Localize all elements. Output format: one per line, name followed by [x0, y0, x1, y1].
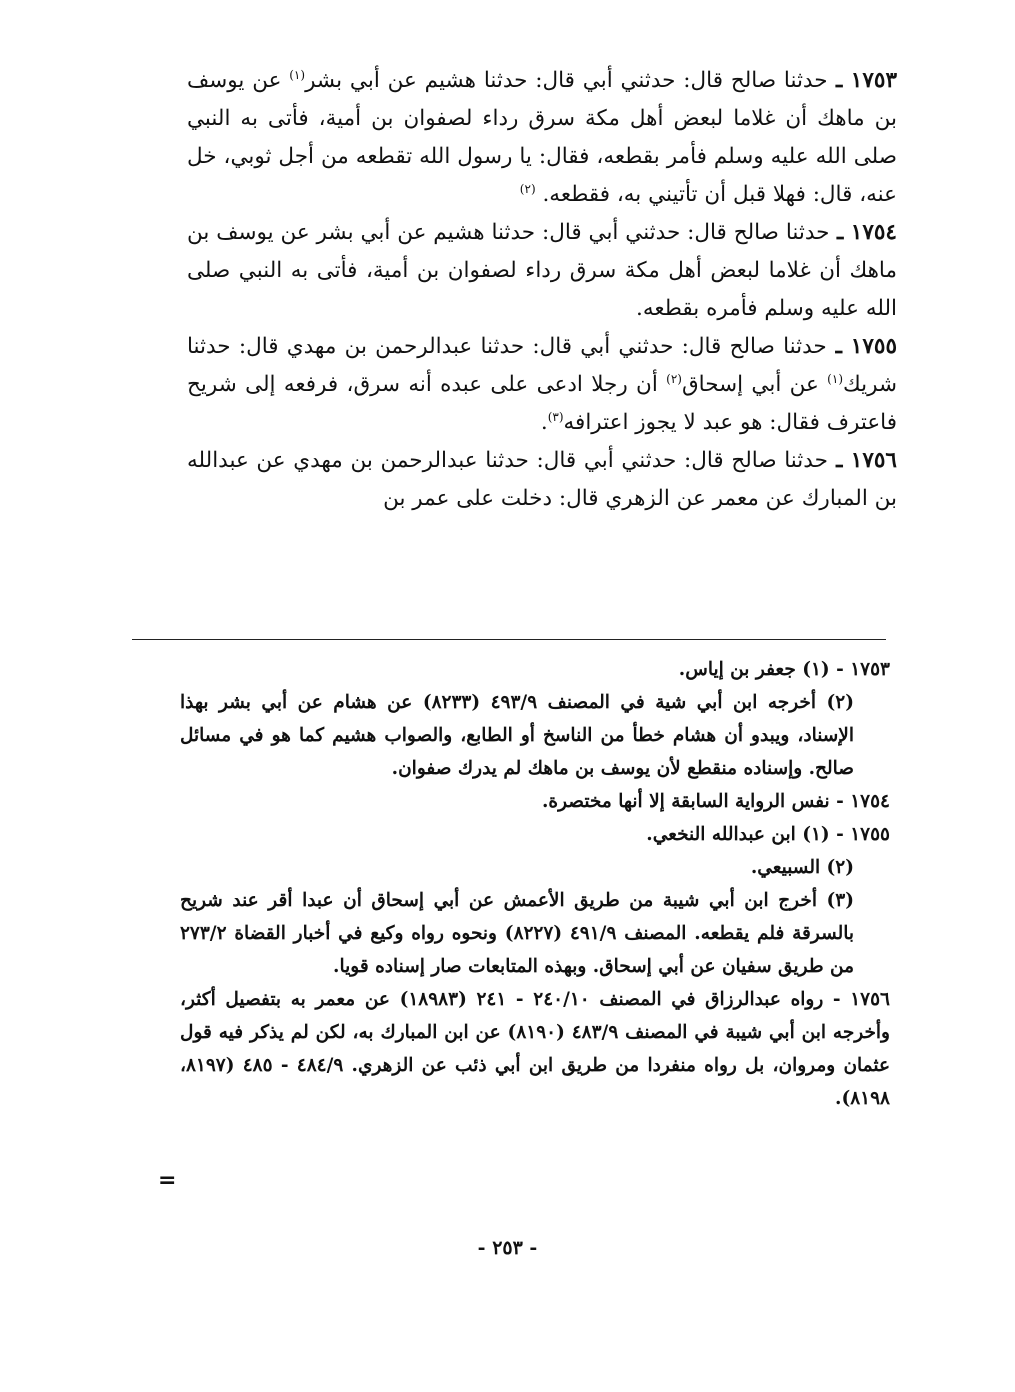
- entry-number: ١٧٥٤: [850, 220, 897, 245]
- entry-1754: ١٧٥٤ ـ حدثنا صالح قال: حدثني أبي قال: حدثنا هشيم عن أبي بشر عن يوسف بن ماهك أن غلاما لبعض أهل مكة سرق رداء لصفوان بن أمية، فأتى به النبي صلى الله عليه وسلم فأمره بقطعه.: [187, 220, 898, 321]
- footnote-1753-1: ١٧٥٣ - (١) جعفر بن إياس.: [678, 659, 890, 680]
- continuation-mark: =: [158, 1168, 177, 1193]
- entry-number: ١٧٥٥: [850, 334, 897, 359]
- entry-1755: ١٧٥٥ ـ حدثنا صالح قال: حدثني أبي قال: حدثنا عبدالرحمن بن مهدي قال: حدثنا شريك$^{(١)}$ عن أبي إسحاق$^{(٢)}$ أن رجلا ادعى على عبده أنه سرق، فرفعه إلى شريح فاعترف فقال: هو عبد لا يجوز اعترافه$^{(٣)}$.: [187, 334, 897, 435]
- entry-text: حدثنا صالح قال: حدثني أبي قال: حدثنا هشيم عن أبي بشر: [305, 68, 828, 93]
- entry-text: حدثنا صالح قال: حدثني أبي قال: حدثنا عبدالرحمن بن مهدي قال: حدثنا شريك: [187, 334, 897, 397]
- footnote-ref: (٣): [547, 409, 564, 424]
- footnote-1756: ١٧٥٦ - رواه عبدالرزاق في المصنف ٢٤٠/١٠ - ٢٤١ (١٨٩٨٣) عن معمر به بتفصيل أكثر، وأخرجه ابن أبي شيبة في المصنف ٤٨٣/٩ (٨١٩٠) عن ابن المبارك به، لكن لم يذكر فيه قول عثمان ومروان، بل رواه منفردا من طريق ابن أبي ذئب عن الزهري. ٤٨٤/٩ - ٤٨٥ (٨١٩٧، ٨١٩٨).: [180, 989, 890, 1109]
- entry-text-end: .: [540, 410, 548, 435]
- entry-text-cont: عن يوسف بن ماهك أن غلاما لبعض أهل مكة سرق رداء لصفوان بن أمية، فأتى به النبي صلى الله عليه وسلم فأمر بقطعه، فقال: يا رسول الله تقطعه من أجل ثوبي، خل عنه، قال: فهلا قبل أن تأتيني به، فقطعه.: [187, 68, 897, 207]
- entry-number: ١٧٥٦: [850, 448, 897, 473]
- main-text: [187, 62, 897, 518]
- footnote-ref: (١): [289, 67, 306, 82]
- footnote-ref: (٢): [666, 371, 682, 386]
- page-number: - ٢٥٣ -: [477, 1237, 538, 1259]
- entry-1753: ١٧٥٣ ـ حدثنا صالح قال: حدثني أبي قال: حدثنا هشيم عن أبي بشر$^{(١)}$ عن يوسف بن ماهك أن غلاما لبعض أهل مكة سرق رداء لصفوان بن أمية، فأتى به النبي صلى الله عليه وسلم فأمر بقطعه، فقال: يا رسول الله تقطعه من أجل ثوبي، خل عنه، قال: فهلا قبل أن تأتيني به، فقطعه. $^{(٢)}$: [187, 67, 897, 207]
- footnote-ref: (٢): [519, 181, 536, 196]
- footnote-ref: (١): [827, 371, 843, 386]
- footnote-separator: [132, 639, 886, 640]
- footnotes: [180, 653, 890, 1115]
- entry-text: حدثنا صالح قال: حدثني أبي قال: حدثنا هشيم عن أبي بشر عن يوسف بن ماهك أن غلاما لبعض أهل مكة سرق رداء لصفوان بن أمية، فأتى به النبي صلى الله عليه وسلم فأمره بقطعه.: [187, 220, 898, 321]
- footnote-1754: ١٧٥٤ - نفس الرواية السابقة إلا أنها مختصرة.: [541, 791, 890, 812]
- entry-text-cont: أن رجلا ادعى على عبده أنه سرق، فرفعه إلى شريح فاعترف فقال: هو عبد لا يجوز اعترافه: [187, 372, 897, 435]
- entry-number: ١٧٥٣: [850, 68, 897, 93]
- footnote-1753-2: (٢) أخرجه ابن أبي شية في المصنف ٤٩٣/٩ (٨٢٣٣) عن هشام عن أبي بشر بهذا الإسناد، ويبدو أن هشام خطأ من الناسخ أو الطابع، والصواب هشيم كما هو في مسائل صالح. وإسناده منقطع لأن يوسف بن ماهك لم يدرك صفوان.: [180, 692, 854, 779]
- footnote-1755-2: (٢) السبيعي.: [750, 857, 854, 878]
- entry-text: حدثنا صالح قال: حدثني أبي قال: حدثنا عبدالرحمن بن مهدي عن عبدالله بن المبارك عن معمر عن الزهري قال: دخلت على عمر بن: [187, 448, 897, 511]
- footnote-1755-1: ١٧٥٥ - (١) ابن عبدالله النخعي.: [646, 824, 890, 845]
- entry-1756: ١٧٥٦ ـ حدثنا صالح قال: حدثني أبي قال: حدثنا عبدالرحمن بن مهدي عن عبدالله بن المبارك عن معمر عن الزهري قال: دخلت على عمر بن: [187, 448, 897, 511]
- entry-text-cont: عن أبي إسحاق: [681, 372, 828, 397]
- footnote-1755-3: (٣) أخرج ابن أبي شيبة من طريق الأعمش عن أبي إسحاق أن عبدا أقر عند شريح بالسرقة فلم يقطعه. المصنف ٤٩١/٩ (٨٢٢٧) ونحوه رواه وكيع في أخبار القضاة ٢٧٣/٢ من طريق سفيان عن أبي إسحاق. وبهذه المتابعات صار إسناده قويا.: [180, 890, 855, 977]
